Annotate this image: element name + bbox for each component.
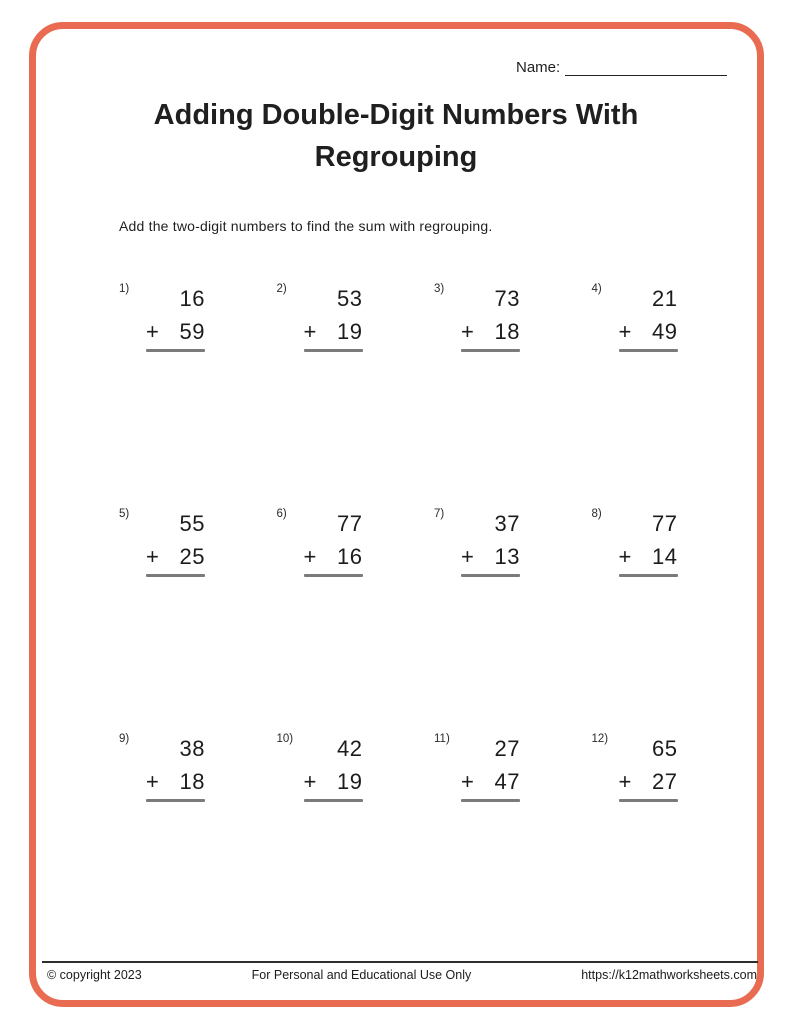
problem-number: 5) bbox=[119, 508, 130, 520]
answer-line bbox=[461, 574, 520, 577]
problem-number: 11) bbox=[434, 733, 450, 745]
answer-line bbox=[146, 574, 205, 577]
problem-3 bbox=[434, 283, 592, 350]
answer-line bbox=[619, 799, 678, 802]
problem-number: 12) bbox=[591, 733, 609, 745]
worksheet-title bbox=[0, 94, 792, 178]
problem-column bbox=[146, 286, 205, 350]
plus-operator: + bbox=[461, 319, 475, 344]
problem-1 bbox=[119, 283, 277, 350]
problem-column bbox=[304, 736, 363, 800]
bottom-addend: 19 bbox=[337, 319, 363, 344]
problem-column bbox=[619, 286, 678, 350]
answer-line bbox=[619, 349, 678, 352]
problem-column bbox=[619, 511, 678, 575]
top-addend: 55 bbox=[179, 511, 205, 536]
bottom-addend-row bbox=[304, 769, 363, 794]
answer-line bbox=[146, 349, 205, 352]
problem-number: 1) bbox=[119, 283, 130, 295]
problem-column bbox=[146, 736, 205, 800]
problem-5 bbox=[119, 508, 277, 575]
title-line-1: Adding Double-Digit Numbers With bbox=[153, 99, 639, 131]
problem-column bbox=[619, 736, 678, 800]
footer bbox=[47, 968, 757, 982]
bottom-addend-row bbox=[619, 769, 678, 794]
bottom-addend-row bbox=[619, 319, 678, 344]
footer-url: https://k12mathworksheets.com bbox=[581, 968, 757, 982]
problem-column bbox=[461, 511, 520, 575]
bottom-addend: 14 bbox=[652, 544, 678, 569]
problem-number: 6) bbox=[276, 508, 287, 520]
problem-column bbox=[461, 286, 520, 350]
answer-line bbox=[304, 349, 363, 352]
plus-operator: + bbox=[618, 769, 632, 794]
plus-operator: + bbox=[146, 319, 160, 344]
bottom-addend-row bbox=[146, 319, 205, 344]
top-addend: 21 bbox=[652, 286, 678, 311]
plus-operator: + bbox=[146, 769, 160, 794]
plus-operator: + bbox=[618, 544, 632, 569]
problem-6 bbox=[277, 508, 435, 575]
answer-line bbox=[461, 799, 520, 802]
plus-operator: + bbox=[461, 769, 475, 794]
name-blank-line bbox=[565, 59, 727, 76]
problem-4 bbox=[592, 283, 750, 350]
name-label: Name: bbox=[516, 59, 561, 76]
plus-operator: + bbox=[146, 544, 160, 569]
footer-usage: For Personal and Educational Use Only bbox=[251, 968, 472, 982]
plus-operator: + bbox=[303, 319, 317, 344]
problem-2 bbox=[277, 283, 435, 350]
bottom-addend: 13 bbox=[494, 544, 520, 569]
problem-10 bbox=[277, 733, 435, 800]
footer-copyright: © copyright 2023 bbox=[47, 968, 142, 982]
top-addend: 38 bbox=[179, 736, 205, 761]
problem-number: 10) bbox=[276, 733, 294, 745]
answer-line bbox=[304, 574, 363, 577]
problem-number: 3) bbox=[434, 283, 445, 295]
top-addend: 37 bbox=[494, 511, 520, 536]
instruction-text: Add the two-digit numbers to find the sum with regrouping. bbox=[119, 218, 493, 234]
title-line-2: Regrouping bbox=[314, 141, 478, 173]
footer-divider bbox=[42, 961, 758, 963]
problem-column bbox=[461, 736, 520, 800]
problem-number: 4) bbox=[591, 283, 602, 295]
problem-number: 8) bbox=[591, 508, 602, 520]
problem-12 bbox=[592, 733, 750, 800]
bottom-addend-row bbox=[146, 769, 205, 794]
bottom-addend-row bbox=[146, 544, 205, 569]
top-addend: 65 bbox=[652, 736, 678, 761]
top-addend: 77 bbox=[652, 511, 678, 536]
bottom-addend: 18 bbox=[494, 319, 520, 344]
bottom-addend-row bbox=[304, 544, 363, 569]
plus-operator: + bbox=[303, 544, 317, 569]
answer-line bbox=[461, 349, 520, 352]
bottom-addend: 59 bbox=[179, 319, 205, 344]
problem-number: 7) bbox=[434, 508, 445, 520]
plus-operator: + bbox=[618, 319, 632, 344]
problem-column bbox=[304, 511, 363, 575]
bottom-addend: 18 bbox=[179, 769, 205, 794]
bottom-addend-row bbox=[461, 769, 520, 794]
answer-line bbox=[146, 799, 205, 802]
top-addend: 42 bbox=[337, 736, 363, 761]
top-addend: 53 bbox=[337, 286, 363, 311]
bottom-addend: 25 bbox=[179, 544, 205, 569]
top-addend: 16 bbox=[179, 286, 205, 311]
bottom-addend-row bbox=[461, 319, 520, 344]
name-field bbox=[516, 59, 727, 76]
bottom-addend-row bbox=[619, 544, 678, 569]
problem-column bbox=[146, 511, 205, 575]
problem-11 bbox=[434, 733, 592, 800]
plus-operator: + bbox=[461, 544, 475, 569]
problems-grid bbox=[119, 283, 749, 800]
problem-8 bbox=[592, 508, 750, 575]
top-addend: 27 bbox=[494, 736, 520, 761]
top-addend: 77 bbox=[337, 511, 363, 536]
bottom-addend: 49 bbox=[652, 319, 678, 344]
bottom-addend-row bbox=[304, 319, 363, 344]
bottom-addend: 27 bbox=[652, 769, 678, 794]
bottom-addend: 19 bbox=[337, 769, 363, 794]
problem-9 bbox=[119, 733, 277, 800]
bottom-addend: 16 bbox=[337, 544, 363, 569]
problem-number: 9) bbox=[119, 733, 130, 745]
problem-number: 2) bbox=[276, 283, 287, 295]
problem-7 bbox=[434, 508, 592, 575]
top-addend: 73 bbox=[494, 286, 520, 311]
bottom-addend: 47 bbox=[494, 769, 520, 794]
plus-operator: + bbox=[303, 769, 317, 794]
problem-column bbox=[304, 286, 363, 350]
answer-line bbox=[304, 799, 363, 802]
answer-line bbox=[619, 574, 678, 577]
bottom-addend-row bbox=[461, 544, 520, 569]
